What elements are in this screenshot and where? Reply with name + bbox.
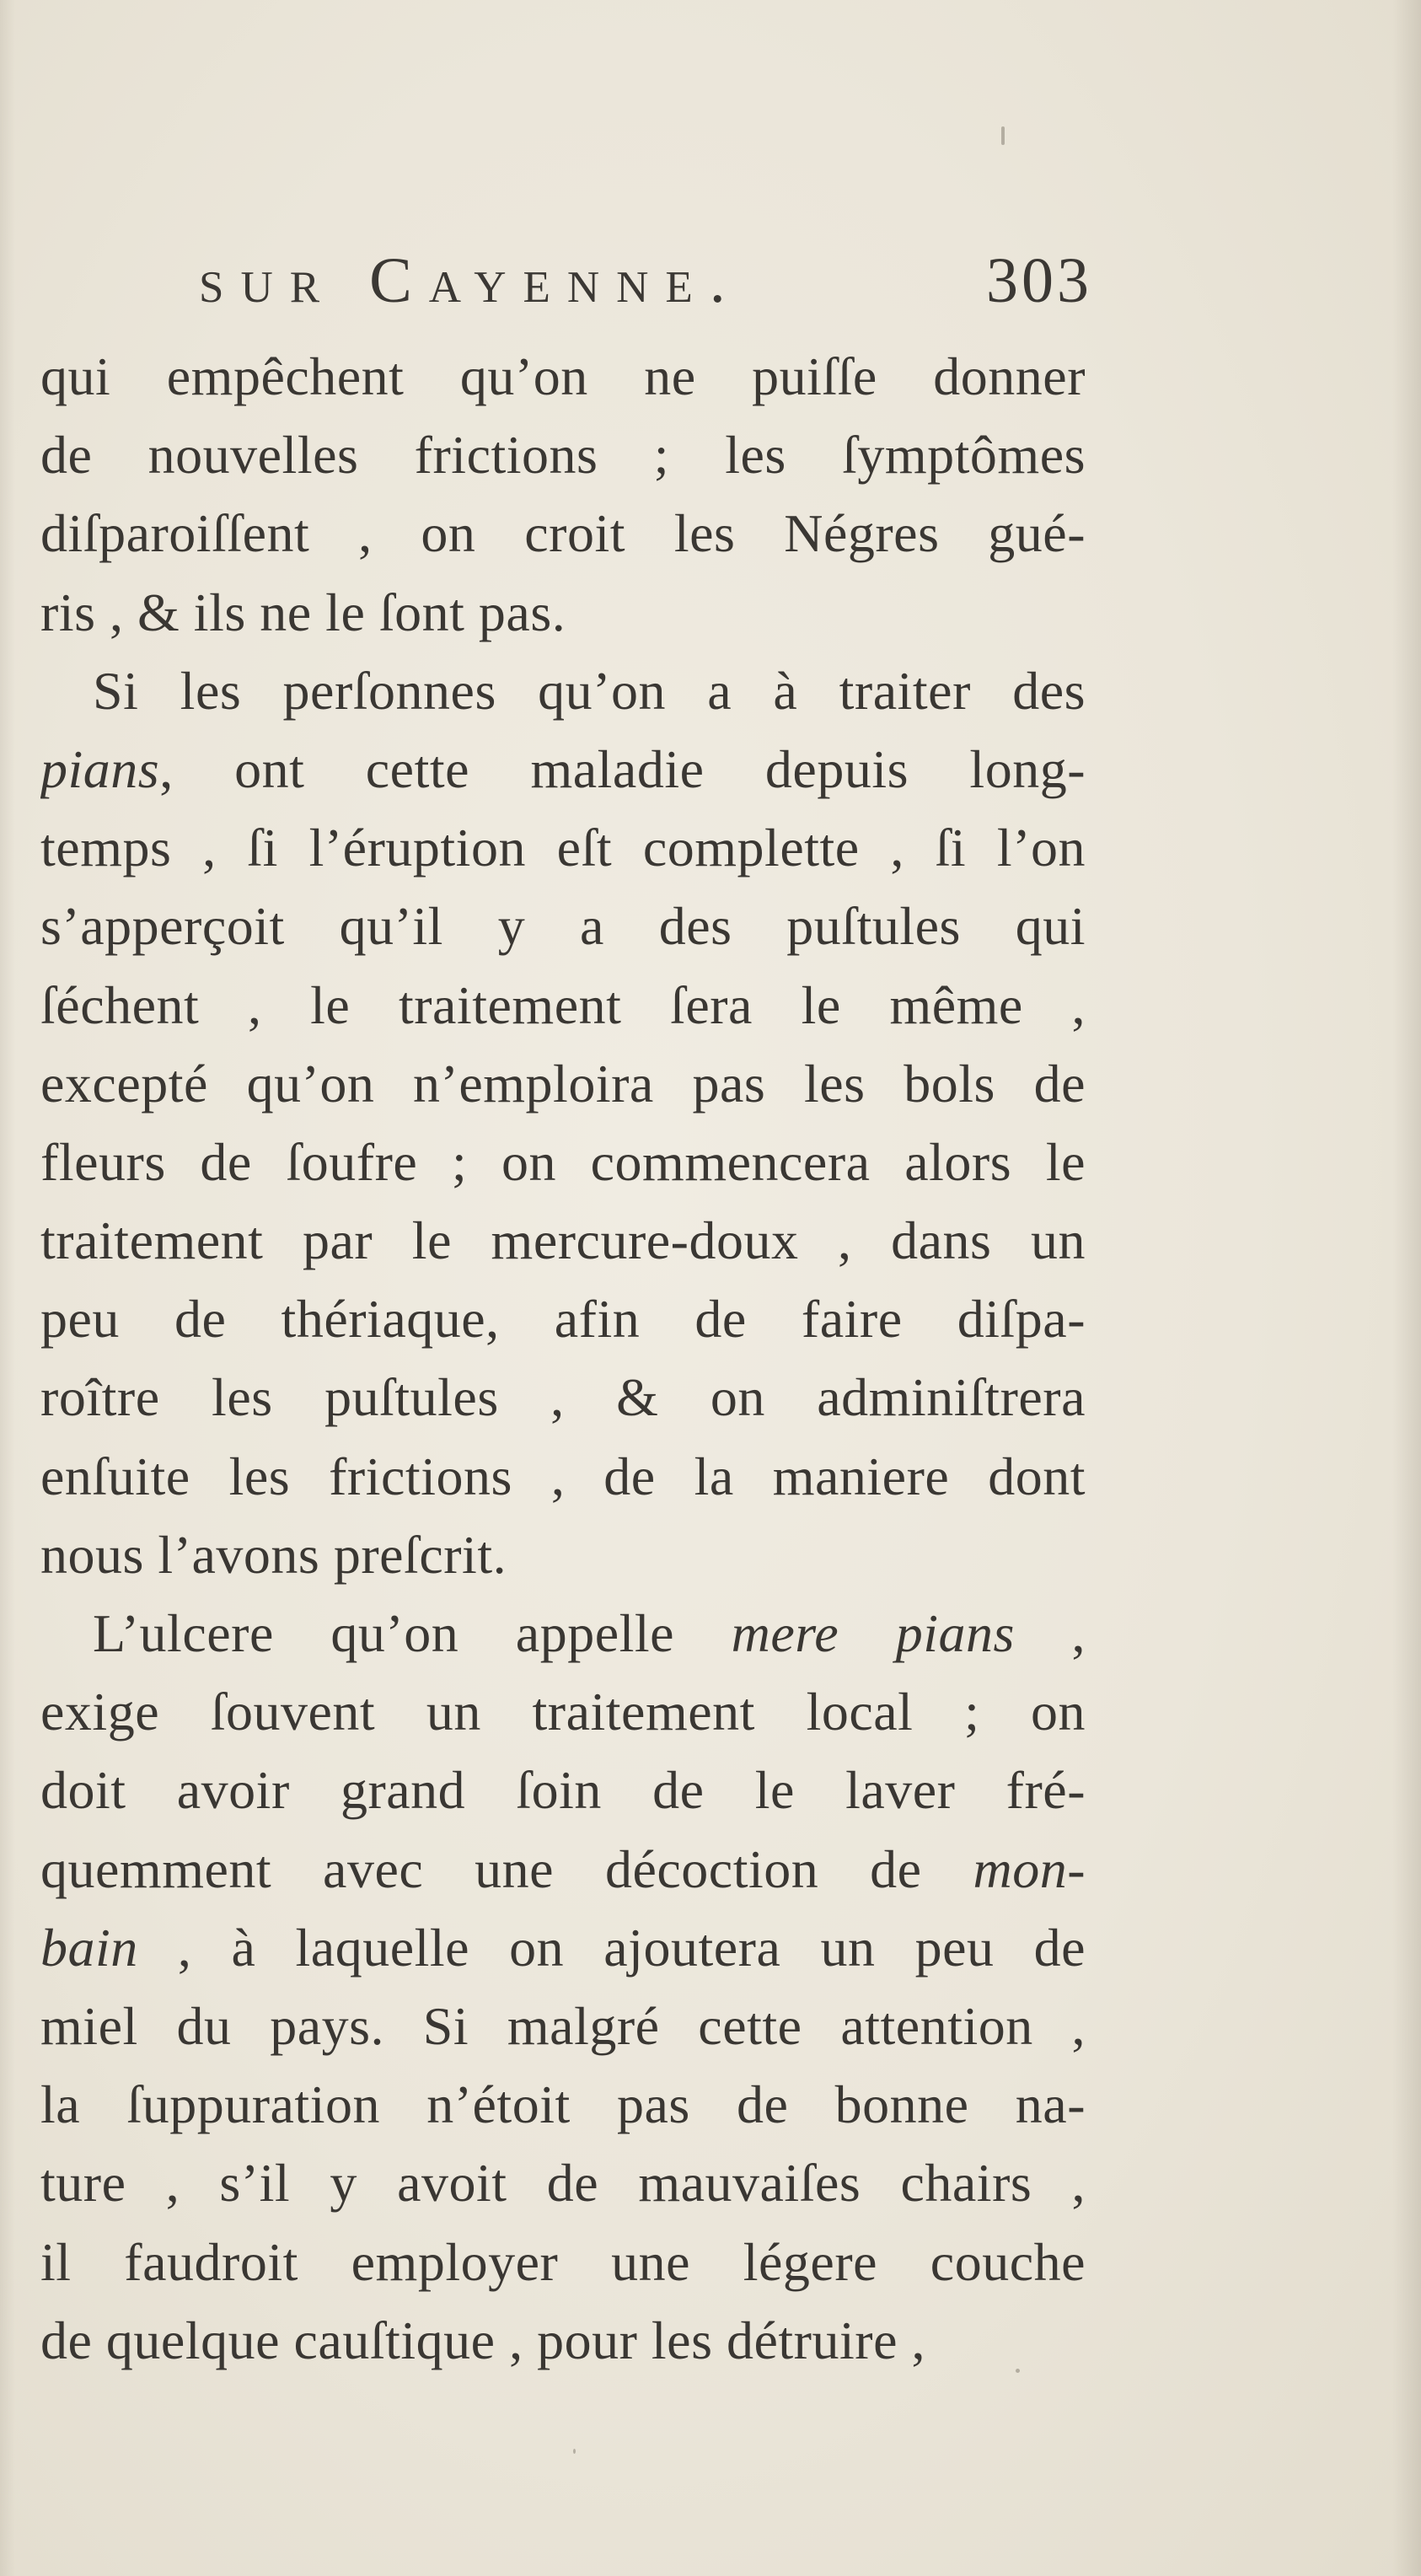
text-run: , ont cette maladie depuis long-	[159, 738, 1086, 799]
text-line	[40, 1672, 1086, 1751]
text-line	[40, 416, 1086, 494]
text-run: diſparoiſſent , on croit les Négres gué-	[40, 503, 1086, 564]
text-run: Si les perſonnes qu’on a à traiter des	[93, 660, 1086, 721]
text-run: fleurs de ſoufre ; on commencera alors le	[40, 1131, 1086, 1192]
text-run: ture , s’il y avoit de mauvaiſes chairs ,	[40, 2153, 1086, 2214]
italic-text: bain	[40, 1917, 138, 1978]
text-line	[40, 1201, 1086, 1280]
text-line	[40, 1908, 1086, 1987]
paper-speck	[1001, 126, 1005, 145]
text-line	[40, 2301, 1086, 2380]
paragraph	[40, 1594, 1086, 2380]
italic-text: mon-	[973, 1838, 1086, 1899]
text-line	[40, 2065, 1086, 2144]
text-run: qui empêchent qu’on ne puiſſe donner	[40, 346, 1086, 406]
text-line	[40, 808, 1086, 887]
paper-speck	[1016, 2369, 1020, 2373]
text-run: ,	[1014, 1603, 1086, 1663]
text-run: doit avoir grand ſoin de le laver fré-	[40, 1760, 1086, 1821]
text-run: de nouvelles frictions ; les ſymptômes	[40, 425, 1086, 486]
text-run: excepté qu’on n’emploira pas les bols de	[40, 1053, 1086, 1114]
text-line	[40, 2144, 1086, 2222]
text-line	[40, 887, 1086, 965]
text-run: quemment avec une décoction de	[40, 1838, 973, 1899]
text-run: miel du pays. Si malgré cette attention ,	[40, 1995, 1086, 2056]
text-run: roître les puſtules , & on adminiſtrera	[40, 1367, 1086, 1428]
page-header	[199, 244, 1092, 337]
text-run: traitement par le mercure-doux , dans un	[40, 1210, 1086, 1271]
text-line	[40, 2223, 1086, 2301]
text-run: la ſuppuration n’étoit pas de bonne na-	[40, 2074, 1086, 2135]
italic-text: pians	[40, 738, 160, 799]
gutter-shadow	[0, 0, 15, 2576]
paragraph	[40, 337, 1086, 652]
text-run: ris , & ils ne le ſont pas.	[40, 582, 566, 642]
text-line	[40, 573, 1086, 652]
text-run: ſéchent , le traitement ſera le même ,	[40, 974, 1086, 1035]
text-line	[40, 337, 1086, 416]
text-line	[40, 1437, 1086, 1516]
text-line	[40, 494, 1086, 572]
text-line	[40, 1987, 1086, 2065]
text-line	[40, 1516, 1086, 1594]
text-line	[40, 1044, 1086, 1123]
text-line	[40, 730, 1086, 808]
paper-speck	[573, 2449, 576, 2454]
text-run: L’ulcere qu’on appelle	[93, 1603, 732, 1663]
text-line	[40, 1358, 1086, 1436]
text-line	[40, 1830, 1086, 1908]
page-edge-shadow	[1392, 0, 1421, 2576]
text-run: , à laquelle on ajoutera un peu de	[137, 1917, 1086, 1978]
text-run: de quelque cauſtique , pour les détruire ,	[40, 2310, 925, 2370]
text-run: nous l’avons preſcrit.	[40, 1524, 507, 1585]
text-line	[40, 1751, 1086, 1829]
running-title: sur Cayenne.	[199, 245, 743, 316]
text-run: il faudroit employer une légere couche	[40, 2231, 1086, 2292]
page-number: 303	[986, 245, 1092, 316]
text-run: exige ſouvent un traitement local ; on	[40, 1682, 1086, 1742]
text-run: peu de thériaque, afin de faire diſpa-	[40, 1289, 1086, 1350]
body-text	[40, 337, 1086, 2380]
text-line	[40, 1594, 1086, 1672]
paragraph	[40, 652, 1086, 1594]
text-run: s’apperçoit qu’il y a des puſtules qui	[40, 896, 1086, 957]
text-line	[40, 966, 1086, 1044]
text-line	[40, 1280, 1086, 1358]
text-line	[40, 652, 1086, 730]
italic-text: mere pians	[731, 1603, 1015, 1663]
text-line	[40, 1123, 1086, 1201]
text-run: enſuite les frictions , de la maniere dont	[40, 1446, 1086, 1506]
text-run: temps , ſi l’éruption eſt complette , ſi l’on	[40, 818, 1086, 878]
